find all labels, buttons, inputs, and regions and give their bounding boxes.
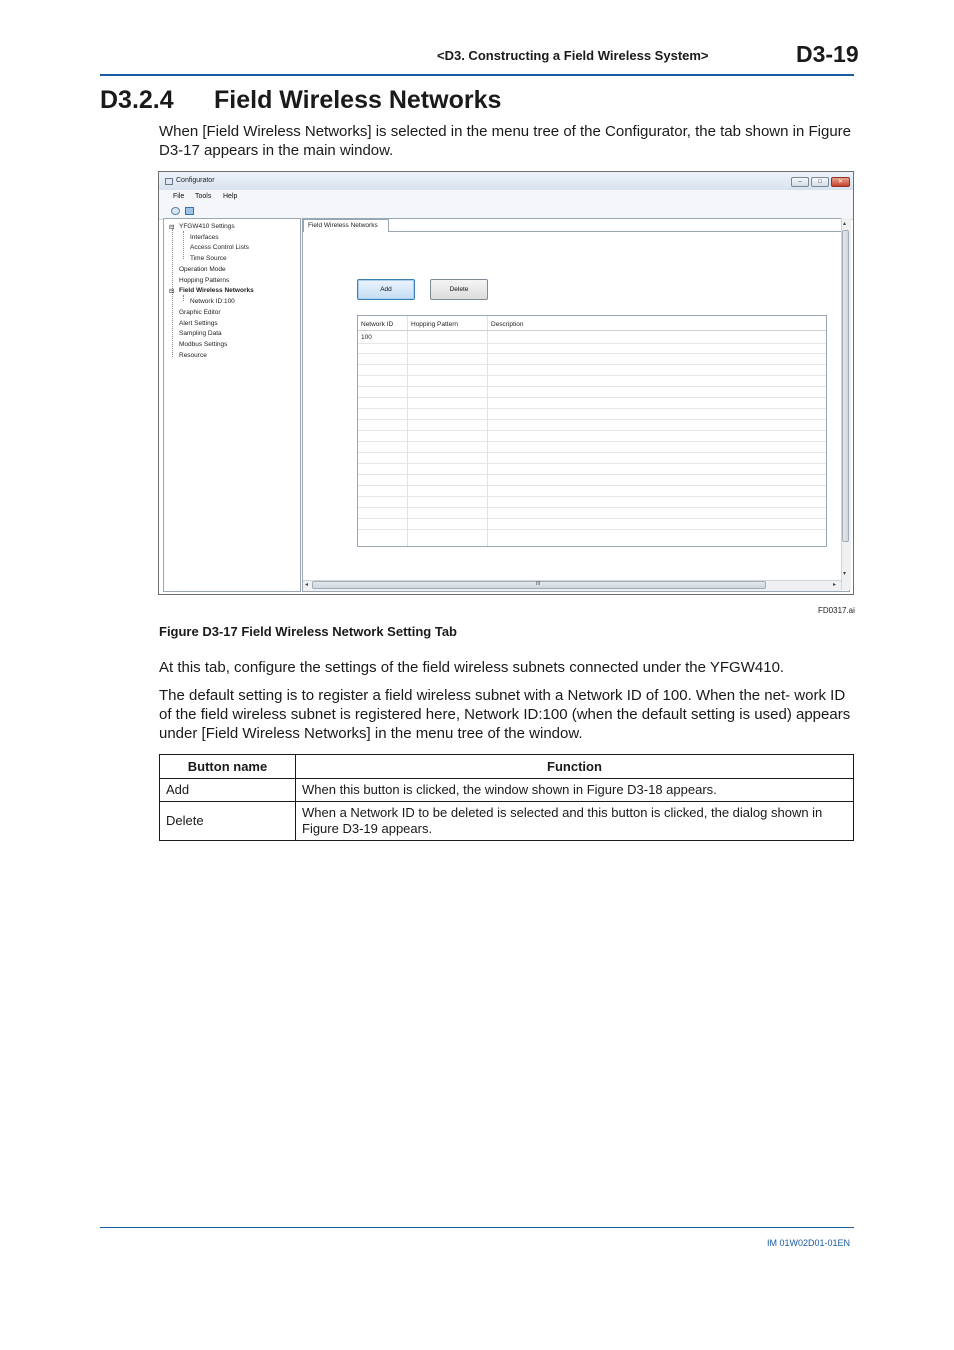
table-row	[160, 779, 854, 802]
table-cell-function: When this button is clicked, the window shown in Figure D3-18 appears.	[296, 779, 854, 802]
scroll-left-icon[interactable]: ◂	[305, 582, 309, 588]
intro-paragraph: When [Field Wireless Networks] is selected in the menu tree of the Configurator, the tab shown in Figure D3-17 appears in the main window.	[159, 123, 851, 159]
close-button[interactable]: ✕	[831, 177, 850, 187]
menu-file[interactable]: File	[173, 193, 185, 200]
delete-button[interactable]: Delete	[430, 279, 488, 300]
tab-divider	[389, 231, 841, 232]
vertical-scroll-thumb[interactable]	[842, 230, 849, 542]
page-number: D3-19	[796, 41, 859, 67]
table-header-row	[160, 755, 854, 779]
tab-field-wireless-networks[interactable]: Field Wireless Networks	[303, 219, 389, 232]
document-id: IM 01W02D01-01EN	[767, 1238, 851, 1248]
maximize-button[interactable]: □	[811, 177, 829, 187]
table-row	[160, 802, 854, 841]
configurator-screenshot	[158, 171, 854, 595]
scroll-right-icon[interactable]: ▸	[833, 582, 837, 588]
window-titlebar	[159, 172, 853, 191]
add-button[interactable]: Add	[357, 279, 415, 300]
tree-item-alert-settings[interactable]: Alert Settings	[179, 320, 218, 327]
grid-header-network-id[interactable]: Network ID	[361, 321, 394, 328]
minimize-button[interactable]: –	[791, 177, 809, 187]
section-title: Field Wireless Networks	[214, 86, 502, 114]
section-number: D3.2.4	[100, 86, 174, 114]
footer-divider	[100, 1227, 854, 1228]
tree-item-network-id[interactable]: Network ID:100	[190, 298, 235, 305]
grid-header-description[interactable]: Description	[491, 321, 524, 328]
menu-bar	[159, 190, 853, 204]
tree-item-interfaces[interactable]: Interfaces	[190, 234, 219, 241]
tree-item-resource[interactable]: Resource	[179, 352, 207, 359]
tree-item-access-control-lists[interactable]: Access Control Lists	[190, 244, 249, 251]
window-title: Configurator	[176, 177, 215, 184]
chapter-header: <D3. Constructing a Field Wireless System>	[437, 48, 709, 63]
button-function-table	[159, 754, 854, 841]
tree-expand-icon[interactable]: ⊟	[169, 288, 175, 295]
body-paragraph-1: At this tab, configure the settings of the field wireless subnets connected under the YFGW410.	[159, 659, 785, 676]
tree-item-time-source[interactable]: Time Source	[190, 255, 227, 262]
figure-file-id: FD0317.ai	[818, 606, 855, 615]
scroll-thumb-grip: III	[536, 581, 541, 587]
menu-tree	[163, 218, 301, 592]
header-divider	[100, 74, 854, 76]
table-cell-function: When a Network ID to be deleted is selected and this button is clicked, the dialog shown in Figure D3-19 appears.	[296, 802, 854, 841]
tree-item-graphic-editor[interactable]: Graphic Editor	[179, 309, 221, 316]
app-icon	[165, 178, 173, 185]
grid-header-hopping-pattern[interactable]: Hopping Pattern	[411, 321, 458, 328]
scroll-down-icon[interactable]: ▾	[843, 571, 847, 577]
scroll-up-icon[interactable]: ▴	[843, 221, 847, 227]
figure-caption: Figure D3-17 Field Wireless Network Setting Tab	[159, 624, 457, 639]
tree-item-operation-mode[interactable]: Operation Mode	[179, 266, 226, 273]
settings-icon[interactable]	[171, 207, 180, 215]
connect-icon[interactable]	[185, 207, 194, 215]
tree-item-hopping-patterns[interactable]: Hopping Patterns	[179, 277, 230, 284]
tree-item-yfgw410-settings[interactable]: YFGW410 Settings	[179, 223, 235, 230]
menu-help[interactable]: Help	[223, 193, 238, 200]
table-header-button-name: Button name	[160, 755, 296, 779]
tree-expand-icon[interactable]: ⊟	[169, 224, 175, 231]
table-cell-button-name: Add	[160, 779, 296, 802]
table-cell-button-name: Delete	[160, 802, 296, 841]
table-header-function: Function	[296, 755, 854, 779]
body-paragraph-2: The default setting is to register a field wireless subnet with a Network ID of 100. When the net- work ID of the field wireless subnet is registered here, Network ID:100 (when the default setting is used) appears under [Field Wireless Networks] in the menu tree of the window.	[159, 687, 851, 742]
grid-cell-network-id[interactable]: 100	[361, 334, 372, 341]
tree-item-field-wireless-networks[interactable]: Field Wireless Networks	[179, 287, 254, 294]
menu-tools[interactable]: Tools	[195, 193, 212, 200]
networks-grid	[357, 315, 827, 547]
tree-item-sampling-data[interactable]: Sampling Data	[179, 330, 222, 337]
tree-item-modbus-settings[interactable]: Modbus Settings	[179, 341, 228, 348]
